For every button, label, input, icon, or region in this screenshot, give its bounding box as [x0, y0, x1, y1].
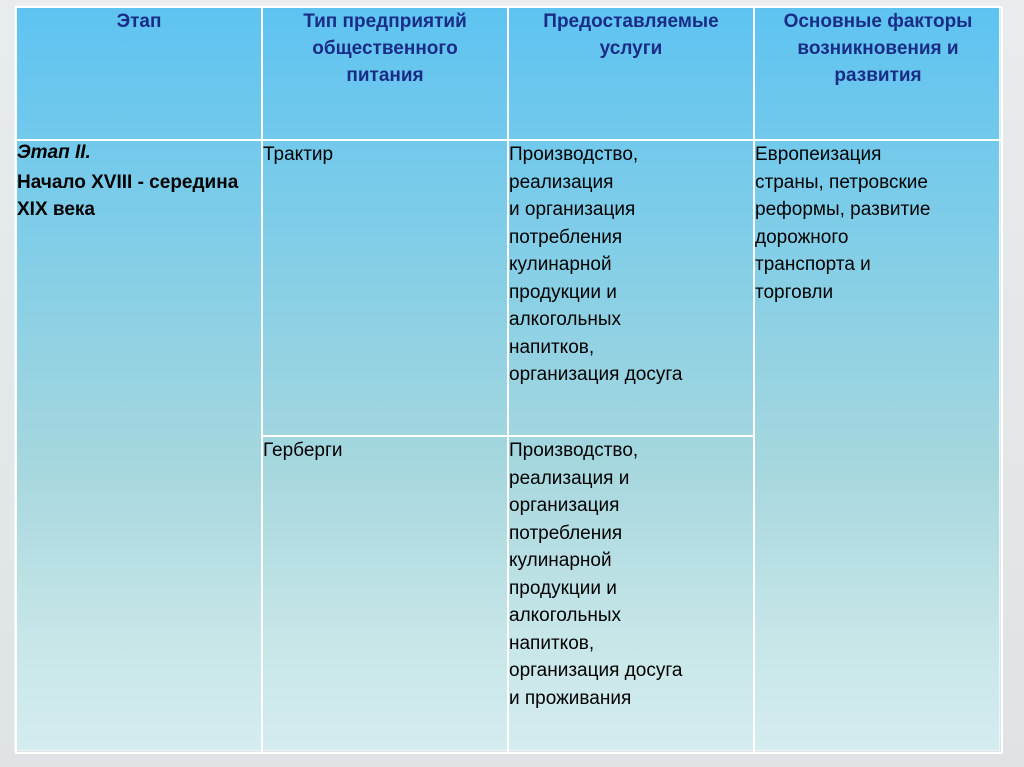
stage-name: Этап II.: [17, 142, 91, 163]
services-cell: [508, 140, 754, 436]
header-enterprise-type-label: Тип предприятий общественного питания: [303, 11, 467, 86]
header-stage-label: Этап: [116, 11, 162, 32]
header-services-label: Предоставляемые услуги: [543, 11, 719, 59]
catering-stages-table: [15, 6, 1003, 754]
factors-cell: [754, 140, 1002, 753]
header-enterprise-type: [262, 7, 508, 140]
enterprise-type-cell: [262, 436, 508, 753]
enterprise-type-text: Трактир: [263, 144, 334, 165]
stage-period: Начало XVIII - середина XIX века: [17, 172, 239, 220]
services-cell: [508, 436, 754, 753]
header-stage: [16, 7, 262, 140]
table-row: [16, 140, 1002, 436]
factors-text: Европеизация страны, петровские реформы, развитие дорожного транспорта и торговли: [755, 144, 931, 303]
enterprise-type-text: Герберги: [263, 440, 343, 461]
slide-frame: [14, 5, 1000, 751]
stage-cell: [16, 140, 262, 753]
services-text: Производство, реализация и организация потребления кулинарной продукции и алкогольных напитков, организация досуга: [509, 144, 683, 385]
header-factors-label: Основные факторы возникновения и развития: [783, 11, 973, 86]
header-services: [508, 7, 754, 140]
enterprise-type-cell: [262, 140, 508, 436]
services-text: Производство, реализация и организация потребления кулинарной продукции и алкогольных напитков, организация досуга и проживания: [509, 440, 683, 709]
table-header-row: [16, 7, 1002, 140]
header-factors: [754, 7, 1002, 140]
